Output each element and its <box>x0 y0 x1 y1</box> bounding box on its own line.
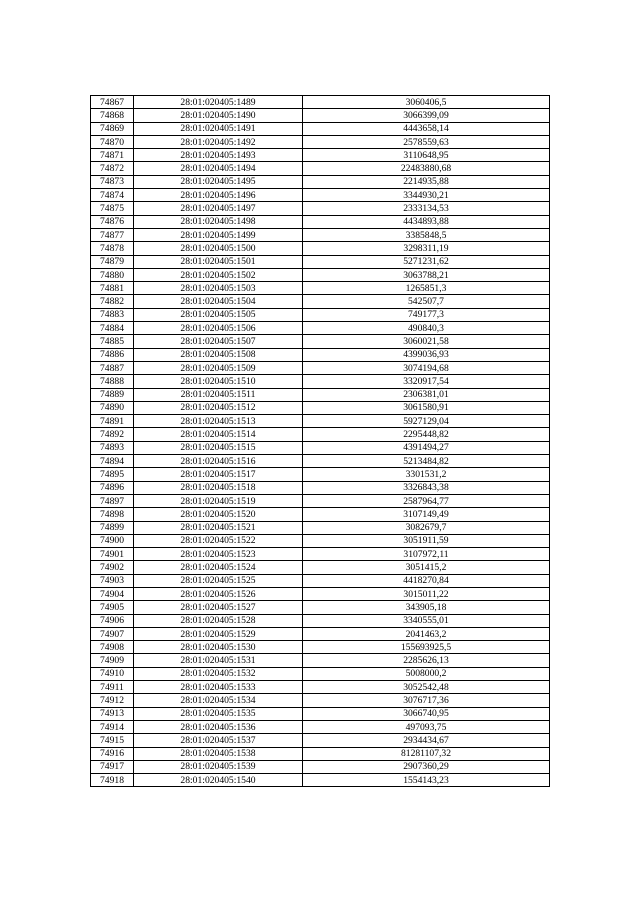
cadastral-number-cell: 28:01:020405:1503 <box>134 282 303 295</box>
cadastral-number-cell: 28:01:020405:1537 <box>134 734 303 747</box>
row-number-cell: 74891 <box>91 415 134 428</box>
row-number-cell: 74876 <box>91 215 134 228</box>
row-number-cell: 74910 <box>91 667 134 680</box>
cadastral-value-cell: 542507,7 <box>303 295 550 308</box>
row-number-cell: 74882 <box>91 295 134 308</box>
cadastral-number-cell: 28:01:020405:1533 <box>134 681 303 694</box>
cadastral-value-cell: 2295448,82 <box>303 428 550 441</box>
cadastral-number-cell: 28:01:020405:1522 <box>134 534 303 547</box>
cadastral-value-cell: 2934434,67 <box>303 734 550 747</box>
cadastral-number-cell: 28:01:020405:1528 <box>134 614 303 627</box>
table-row <box>91 282 550 295</box>
cadastral-number-cell: 28:01:020405:1530 <box>134 641 303 654</box>
table-row <box>91 135 550 148</box>
cadastral-number-cell: 28:01:020405:1509 <box>134 361 303 374</box>
cadastral-value-cell: 3051911,59 <box>303 534 550 547</box>
table-row <box>91 774 550 787</box>
cadastral-value-cell: 1554143,23 <box>303 774 550 787</box>
cadastral-value-table <box>90 95 550 787</box>
cadastral-number-cell: 28:01:020405:1491 <box>134 122 303 135</box>
cadastral-value-cell: 4391494,27 <box>303 441 550 454</box>
cadastral-value-cell: 2041463,2 <box>303 627 550 640</box>
cadastral-value-cell: 3385848,5 <box>303 228 550 241</box>
table-row <box>91 242 550 255</box>
table-row <box>91 654 550 667</box>
row-number-cell: 74868 <box>91 109 134 122</box>
cadastral-number-cell: 28:01:020405:1519 <box>134 494 303 507</box>
row-number-cell: 74875 <box>91 202 134 215</box>
table-row <box>91 401 550 414</box>
cadastral-number-cell: 28:01:020405:1501 <box>134 255 303 268</box>
cadastral-value-cell: 3060021,58 <box>303 335 550 348</box>
table-row <box>91 415 550 428</box>
cadastral-value-cell: 2285626,13 <box>303 654 550 667</box>
cadastral-number-cell: 28:01:020405:1518 <box>134 481 303 494</box>
table-row <box>91 375 550 388</box>
cadastral-value-cell: 5271231,62 <box>303 255 550 268</box>
cadastral-value-cell: 3344930,21 <box>303 189 550 202</box>
cadastral-value-cell: 2333134,53 <box>303 202 550 215</box>
cadastral-number-cell: 28:01:020405:1517 <box>134 468 303 481</box>
cadastral-number-cell: 28:01:020405:1523 <box>134 548 303 561</box>
cadastral-number-cell: 28:01:020405:1516 <box>134 455 303 468</box>
cadastral-number-cell: 28:01:020405:1506 <box>134 322 303 335</box>
cadastral-number-cell: 28:01:020405:1515 <box>134 441 303 454</box>
row-number-cell: 74913 <box>91 707 134 720</box>
row-number-cell: 74901 <box>91 548 134 561</box>
cadastral-value-cell: 4418270,84 <box>303 574 550 587</box>
table-row <box>91 268 550 281</box>
table-row <box>91 468 550 481</box>
row-number-cell: 74870 <box>91 135 134 148</box>
table-row <box>91 189 550 202</box>
cadastral-value-cell: 3066740,95 <box>303 707 550 720</box>
cadastral-number-cell: 28:01:020405:1493 <box>134 149 303 162</box>
cadastral-value-cell: 81281107,32 <box>303 747 550 760</box>
cadastral-number-cell: 28:01:020405:1511 <box>134 388 303 401</box>
row-number-cell: 74911 <box>91 681 134 694</box>
table-row <box>91 614 550 627</box>
cadastral-number-cell: 28:01:020405:1525 <box>134 574 303 587</box>
cadastral-number-cell: 28:01:020405:1510 <box>134 375 303 388</box>
row-number-cell: 74908 <box>91 641 134 654</box>
row-number-cell: 74903 <box>91 574 134 587</box>
cadastral-value-cell: 5927129,04 <box>303 415 550 428</box>
cadastral-value-cell: 2306381,01 <box>303 388 550 401</box>
row-number-cell: 74907 <box>91 627 134 640</box>
cadastral-value-cell: 343905,18 <box>303 601 550 614</box>
cadastral-number-cell: 28:01:020405:1526 <box>134 587 303 600</box>
row-number-cell: 74897 <box>91 494 134 507</box>
row-number-cell: 74871 <box>91 149 134 162</box>
cadastral-number-cell: 28:01:020405:1504 <box>134 295 303 308</box>
cadastral-value-cell: 3060406,5 <box>303 96 550 109</box>
cadastral-value-cell: 3076717,36 <box>303 694 550 707</box>
cadastral-value-cell: 490840,3 <box>303 322 550 335</box>
table-row <box>91 149 550 162</box>
row-number-cell: 74883 <box>91 308 134 321</box>
cadastral-number-cell: 28:01:020405:1535 <box>134 707 303 720</box>
cadastral-value-cell: 4399036,93 <box>303 348 550 361</box>
row-number-cell: 74914 <box>91 720 134 733</box>
row-number-cell: 74898 <box>91 508 134 521</box>
cadastral-value-cell: 3110648,95 <box>303 149 550 162</box>
cadastral-number-cell: 28:01:020405:1520 <box>134 508 303 521</box>
cadastral-value-cell: 3326843,38 <box>303 481 550 494</box>
table-row <box>91 441 550 454</box>
row-number-cell: 74906 <box>91 614 134 627</box>
cadastral-number-cell: 28:01:020405:1505 <box>134 308 303 321</box>
cadastral-number-cell: 28:01:020405:1521 <box>134 521 303 534</box>
table-row <box>91 215 550 228</box>
table-row <box>91 681 550 694</box>
cadastral-value-cell: 3107149,49 <box>303 508 550 521</box>
cadastral-number-cell: 28:01:020405:1531 <box>134 654 303 667</box>
table-row <box>91 521 550 534</box>
row-number-cell: 74900 <box>91 534 134 547</box>
cadastral-value-cell: 3320917,54 <box>303 375 550 388</box>
table-row <box>91 348 550 361</box>
cadastral-value-cell: 2907360,29 <box>303 760 550 773</box>
table-row <box>91 601 550 614</box>
row-number-cell: 74905 <box>91 601 134 614</box>
cadastral-value-cell: 22483880,68 <box>303 162 550 175</box>
table-row <box>91 455 550 468</box>
table-row <box>91 175 550 188</box>
cadastral-value-cell: 4443658,14 <box>303 122 550 135</box>
table-row <box>91 747 550 760</box>
table-row <box>91 707 550 720</box>
cadastral-number-cell: 28:01:020405:1499 <box>134 228 303 241</box>
cadastral-number-cell: 28:01:020405:1496 <box>134 189 303 202</box>
row-number-cell: 74895 <box>91 468 134 481</box>
cadastral-value-cell: 3082679,7 <box>303 521 550 534</box>
cadastral-number-cell: 28:01:020405:1538 <box>134 747 303 760</box>
row-number-cell: 74915 <box>91 734 134 747</box>
table-row <box>91 508 550 521</box>
row-number-cell: 74867 <box>91 96 134 109</box>
cadastral-value-cell: 3340555,01 <box>303 614 550 627</box>
row-number-cell: 74918 <box>91 774 134 787</box>
cadastral-value-cell: 1265851,3 <box>303 282 550 295</box>
cadastral-value-cell: 497093,75 <box>303 720 550 733</box>
cadastral-number-cell: 28:01:020405:1514 <box>134 428 303 441</box>
row-number-cell: 74899 <box>91 521 134 534</box>
row-number-cell: 74917 <box>91 760 134 773</box>
cadastral-number-cell: 28:01:020405:1512 <box>134 401 303 414</box>
row-number-cell: 74888 <box>91 375 134 388</box>
table-row <box>91 308 550 321</box>
cadastral-value-cell: 3063788,21 <box>303 268 550 281</box>
cadastral-number-cell: 28:01:020405:1498 <box>134 215 303 228</box>
cadastral-number-cell: 28:01:020405:1532 <box>134 667 303 680</box>
row-number-cell: 74877 <box>91 228 134 241</box>
table-row <box>91 534 550 547</box>
cadastral-number-cell: 28:01:020405:1508 <box>134 348 303 361</box>
row-number-cell: 74879 <box>91 255 134 268</box>
cadastral-number-cell: 28:01:020405:1495 <box>134 175 303 188</box>
table-row <box>91 202 550 215</box>
cadastral-value-cell: 3051415,2 <box>303 561 550 574</box>
table-row <box>91 96 550 109</box>
row-number-cell: 74892 <box>91 428 134 441</box>
table-row <box>91 122 550 135</box>
table-row <box>91 255 550 268</box>
cadastral-number-cell: 28:01:020405:1539 <box>134 760 303 773</box>
cadastral-value-cell: 3074194,68 <box>303 361 550 374</box>
cadastral-value-cell: 2578559,63 <box>303 135 550 148</box>
table-row <box>91 361 550 374</box>
row-number-cell: 74904 <box>91 587 134 600</box>
cadastral-number-cell: 28:01:020405:1540 <box>134 774 303 787</box>
row-number-cell: 74874 <box>91 189 134 202</box>
table-row <box>91 667 550 680</box>
cadastral-value-cell: 3298311,19 <box>303 242 550 255</box>
row-number-cell: 74902 <box>91 561 134 574</box>
cadastral-number-cell: 28:01:020405:1497 <box>134 202 303 215</box>
cadastral-number-cell: 28:01:020405:1529 <box>134 627 303 640</box>
cadastral-value-cell: 4434893,88 <box>303 215 550 228</box>
cadastral-number-cell: 28:01:020405:1494 <box>134 162 303 175</box>
row-number-cell: 74890 <box>91 401 134 414</box>
table-row <box>91 627 550 640</box>
cadastral-value-cell: 3066399,09 <box>303 109 550 122</box>
table-row <box>91 587 550 600</box>
table-row <box>91 322 550 335</box>
row-number-cell: 74909 <box>91 654 134 667</box>
table-row <box>91 494 550 507</box>
table-row <box>91 641 550 654</box>
row-number-cell: 74916 <box>91 747 134 760</box>
table-body <box>91 96 550 787</box>
cadastral-value-cell: 3052542,48 <box>303 681 550 694</box>
row-number-cell: 74872 <box>91 162 134 175</box>
table-row <box>91 574 550 587</box>
cadastral-number-cell: 28:01:020405:1489 <box>134 96 303 109</box>
cadastral-number-cell: 28:01:020405:1500 <box>134 242 303 255</box>
table-row <box>91 335 550 348</box>
table-row <box>91 109 550 122</box>
cadastral-value-cell: 5008000,2 <box>303 667 550 680</box>
cadastral-number-cell: 28:01:020405:1513 <box>134 415 303 428</box>
table-row <box>91 720 550 733</box>
cadastral-value-cell: 155693925,5 <box>303 641 550 654</box>
cadastral-number-cell: 28:01:020405:1490 <box>134 109 303 122</box>
row-number-cell: 74886 <box>91 348 134 361</box>
cadastral-value-cell: 3015011,22 <box>303 587 550 600</box>
row-number-cell: 74873 <box>91 175 134 188</box>
row-number-cell: 74878 <box>91 242 134 255</box>
table-row <box>91 428 550 441</box>
row-number-cell: 74885 <box>91 335 134 348</box>
cadastral-number-cell: 28:01:020405:1492 <box>134 135 303 148</box>
cadastral-number-cell: 28:01:020405:1524 <box>134 561 303 574</box>
cadastral-value-cell: 2214935,88 <box>303 175 550 188</box>
table-row <box>91 481 550 494</box>
cadastral-number-cell: 28:01:020405:1536 <box>134 720 303 733</box>
cadastral-value-cell: 749177,3 <box>303 308 550 321</box>
cadastral-value-cell: 2587964,77 <box>303 494 550 507</box>
table-row <box>91 388 550 401</box>
cadastral-number-cell: 28:01:020405:1534 <box>134 694 303 707</box>
row-number-cell: 74889 <box>91 388 134 401</box>
cadastral-number-cell: 28:01:020405:1507 <box>134 335 303 348</box>
table-row <box>91 162 550 175</box>
cadastral-number-cell: 28:01:020405:1527 <box>134 601 303 614</box>
table-row <box>91 548 550 561</box>
table-row <box>91 295 550 308</box>
row-number-cell: 74893 <box>91 441 134 454</box>
cadastral-number-cell: 28:01:020405:1502 <box>134 268 303 281</box>
row-number-cell: 74894 <box>91 455 134 468</box>
cadastral-value-cell: 3301531,2 <box>303 468 550 481</box>
row-number-cell: 74869 <box>91 122 134 135</box>
row-number-cell: 74896 <box>91 481 134 494</box>
row-number-cell: 74887 <box>91 361 134 374</box>
table-row <box>91 561 550 574</box>
table-row <box>91 760 550 773</box>
row-number-cell: 74880 <box>91 268 134 281</box>
row-number-cell: 74912 <box>91 694 134 707</box>
table-row <box>91 228 550 241</box>
table-row <box>91 734 550 747</box>
cadastral-value-cell: 3061580,91 <box>303 401 550 414</box>
row-number-cell: 74881 <box>91 282 134 295</box>
row-number-cell: 74884 <box>91 322 134 335</box>
cadastral-value-cell: 3107972,11 <box>303 548 550 561</box>
cadastral-value-cell: 5213484,82 <box>303 455 550 468</box>
table-row <box>91 694 550 707</box>
